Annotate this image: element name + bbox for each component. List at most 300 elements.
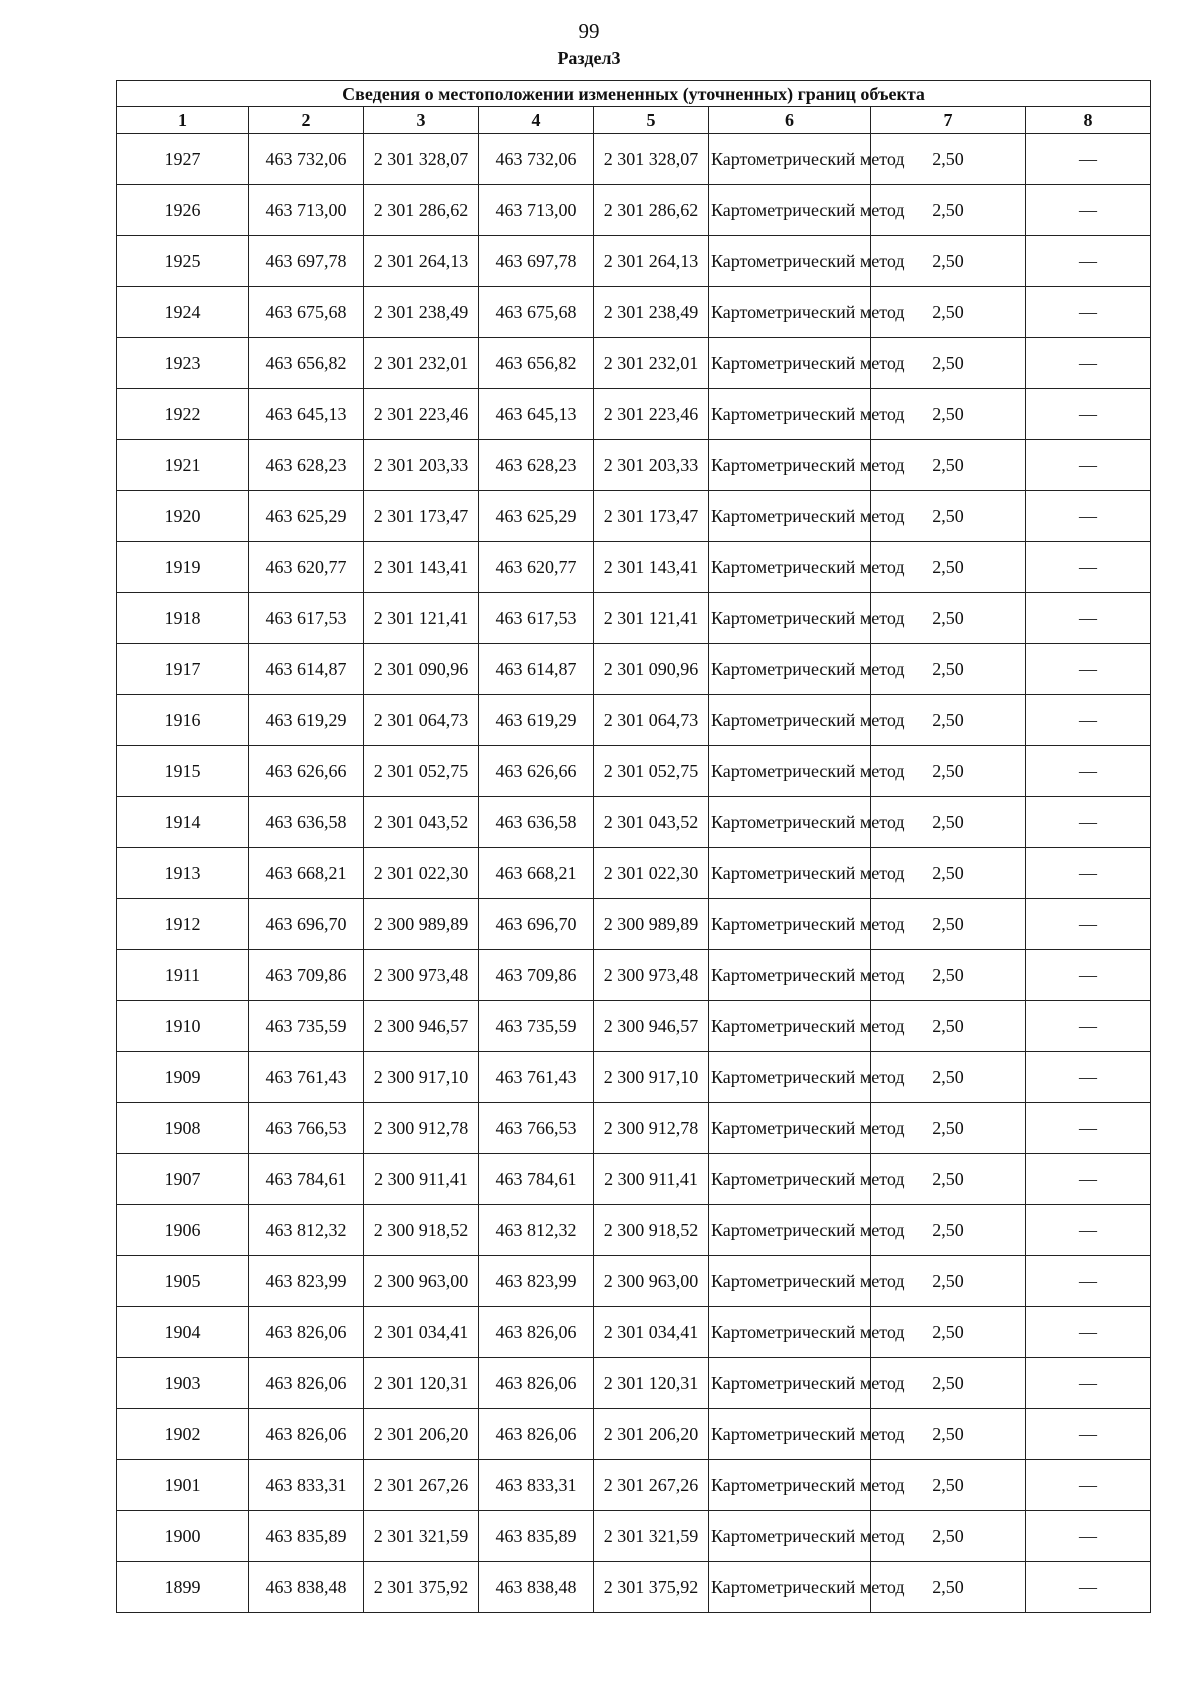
table-row: [117, 1409, 1151, 1460]
y-old-cell: 2 300 973,48: [364, 950, 479, 1001]
y-new-cell: 2 301 052,75: [594, 746, 709, 797]
x-new-cell: 463 812,32: [479, 1205, 594, 1256]
point-number-cell: 1903: [117, 1358, 249, 1409]
method-text: Картометрический метод: [711, 1372, 905, 1393]
description-cell: —: [1026, 1460, 1151, 1511]
point-number-cell: 1918: [117, 593, 249, 644]
x-old-cell: 463 697,78: [249, 236, 364, 287]
y-old-cell: 2 301 321,59: [364, 1511, 479, 1562]
column-number: 3: [364, 107, 479, 134]
accuracy-cell: 2,50: [871, 1052, 1026, 1103]
point-number-cell: 1922: [117, 389, 249, 440]
accuracy-cell: 2,50: [871, 1511, 1026, 1562]
accuracy-cell: 2,50: [871, 389, 1026, 440]
y-new-cell: 2 301 238,49: [594, 287, 709, 338]
x-new-cell: 463 619,29: [479, 695, 594, 746]
x-new-cell: 463 835,89: [479, 1511, 594, 1562]
x-new-cell: 463 766,53: [479, 1103, 594, 1154]
accuracy-cell: 2,50: [871, 1205, 1026, 1256]
y-old-cell: 2 301 267,26: [364, 1460, 479, 1511]
description-cell: —: [1026, 287, 1151, 338]
method-text: Картометрический метод: [711, 301, 905, 322]
table-row: [117, 848, 1151, 899]
table-row: [117, 185, 1151, 236]
method-cell: [709, 542, 905, 593]
y-new-cell: 2 300 911,41: [594, 1154, 709, 1205]
table-row: [117, 1511, 1151, 1562]
y-new-cell: 2 300 989,89: [594, 899, 709, 950]
point-number-cell: 1914: [117, 797, 249, 848]
point-number-cell: 1921: [117, 440, 249, 491]
method-text: Картометрический метод: [711, 454, 905, 475]
x-old-cell: 463 656,82: [249, 338, 364, 389]
x-old-cell: 463 766,53: [249, 1103, 364, 1154]
accuracy-cell: 2,50: [871, 899, 1026, 950]
method-text: Картометрический метод: [711, 862, 905, 883]
y-old-cell: 2 300 917,10: [364, 1052, 479, 1103]
y-old-cell: 2 300 912,78: [364, 1103, 479, 1154]
description-cell: —: [1026, 185, 1151, 236]
x-new-cell: 463 696,70: [479, 899, 594, 950]
accuracy-cell: 2,50: [871, 440, 1026, 491]
method-cell: [709, 593, 905, 644]
accuracy-cell: 2,50: [871, 1154, 1026, 1205]
x-new-cell: 463 614,87: [479, 644, 594, 695]
table-row: [117, 236, 1151, 287]
x-old-cell: 463 620,77: [249, 542, 364, 593]
table-row: [117, 1205, 1151, 1256]
point-number-cell: 1925: [117, 236, 249, 287]
y-new-cell: 2 301 043,52: [594, 797, 709, 848]
method-text: Картометрический метод: [711, 556, 905, 577]
description-cell: —: [1026, 1154, 1151, 1205]
method-cell: [709, 695, 905, 746]
method-text: Картометрический метод: [711, 1219, 905, 1240]
y-new-cell: 2 301 120,31: [594, 1358, 709, 1409]
y-new-cell: 2 301 206,20: [594, 1409, 709, 1460]
method-cell: [709, 1154, 905, 1205]
method-cell: [709, 185, 905, 236]
method-cell: [709, 389, 905, 440]
y-old-cell: 2 301 143,41: [364, 542, 479, 593]
y-old-cell: 2 301 121,41: [364, 593, 479, 644]
x-old-cell: 463 826,06: [249, 1358, 364, 1409]
method-text: Картометрический метод: [711, 1474, 905, 1495]
accuracy-cell: 2,50: [871, 593, 1026, 644]
table-row: [117, 1256, 1151, 1307]
y-old-cell: 2 301 022,30: [364, 848, 479, 899]
x-old-cell: 463 617,53: [249, 593, 364, 644]
x-new-cell: 463 628,23: [479, 440, 594, 491]
x-new-cell: 463 656,82: [479, 338, 594, 389]
method-cell: [709, 1103, 905, 1154]
x-old-cell: 463 732,06: [249, 134, 364, 185]
method-text: Картометрический метод: [711, 403, 905, 424]
y-old-cell: 2 301 173,47: [364, 491, 479, 542]
y-old-cell: 2 301 375,92: [364, 1562, 479, 1613]
table-body: [117, 134, 1151, 1613]
y-old-cell: 2 301 328,07: [364, 134, 479, 185]
table-row: [117, 134, 1151, 185]
x-new-cell: 463 833,31: [479, 1460, 594, 1511]
x-old-cell: 463 668,21: [249, 848, 364, 899]
y-old-cell: 2 301 064,73: [364, 695, 479, 746]
method-text: Картометрический метод: [711, 1117, 905, 1138]
x-new-cell: 463 626,66: [479, 746, 594, 797]
y-old-cell: 2 301 223,46: [364, 389, 479, 440]
table-row: [117, 1358, 1151, 1409]
y-new-cell: 2 301 143,41: [594, 542, 709, 593]
table-row: [117, 899, 1151, 950]
x-old-cell: 463 675,68: [249, 287, 364, 338]
accuracy-cell: 2,50: [871, 1001, 1026, 1052]
description-cell: —: [1026, 1409, 1151, 1460]
point-number-cell: 1920: [117, 491, 249, 542]
point-number-cell: 1917: [117, 644, 249, 695]
accuracy-cell: 2,50: [871, 695, 1026, 746]
description-cell: —: [1026, 1001, 1151, 1052]
method-text: Картометрический метод: [711, 250, 905, 271]
method-cell: [709, 1001, 905, 1052]
x-old-cell: 463 614,87: [249, 644, 364, 695]
description-cell: —: [1026, 1511, 1151, 1562]
y-old-cell: 2 300 963,00: [364, 1256, 479, 1307]
method-cell: [709, 1358, 905, 1409]
point-number-cell: 1924: [117, 287, 249, 338]
method-text: Картометрический метод: [711, 1321, 905, 1342]
x-old-cell: 463 826,06: [249, 1409, 364, 1460]
description-cell: —: [1026, 1205, 1151, 1256]
accuracy-cell: 2,50: [871, 797, 1026, 848]
x-old-cell: 463 761,43: [249, 1052, 364, 1103]
column-number: 2: [249, 107, 364, 134]
x-new-cell: 463 620,77: [479, 542, 594, 593]
method-text: Картометрический метод: [711, 1066, 905, 1087]
accuracy-cell: 2,50: [871, 1460, 1026, 1511]
description-cell: —: [1026, 848, 1151, 899]
accuracy-cell: 2,50: [871, 644, 1026, 695]
method-cell: [709, 899, 905, 950]
y-new-cell: 2 300 963,00: [594, 1256, 709, 1307]
accuracy-cell: 2,50: [871, 1358, 1026, 1409]
method-text: Картометрический метод: [711, 607, 905, 628]
method-cell: [709, 1205, 905, 1256]
method-text: Картометрический метод: [711, 352, 905, 373]
description-cell: —: [1026, 542, 1151, 593]
method-cell: [709, 746, 905, 797]
description-cell: —: [1026, 746, 1151, 797]
table-row: [117, 1307, 1151, 1358]
point-number-cell: 1902: [117, 1409, 249, 1460]
description-cell: —: [1026, 1562, 1151, 1613]
table-row: [117, 491, 1151, 542]
method-cell: [709, 491, 905, 542]
y-old-cell: 2 300 911,41: [364, 1154, 479, 1205]
table-row: [117, 1052, 1151, 1103]
y-old-cell: 2 301 203,33: [364, 440, 479, 491]
y-old-cell: 2 301 264,13: [364, 236, 479, 287]
method-cell: [709, 848, 905, 899]
method-cell: [709, 1052, 905, 1103]
description-cell: —: [1026, 950, 1151, 1001]
table-row: [117, 746, 1151, 797]
description-cell: —: [1026, 899, 1151, 950]
x-new-cell: 463 732,06: [479, 134, 594, 185]
method-text: Картометрический метод: [711, 658, 905, 679]
accuracy-cell: 2,50: [871, 1409, 1026, 1460]
description-cell: —: [1026, 1256, 1151, 1307]
table-row: [117, 593, 1151, 644]
x-old-cell: 463 645,13: [249, 389, 364, 440]
x-new-cell: 463 668,21: [479, 848, 594, 899]
accuracy-cell: 2,50: [871, 950, 1026, 1001]
y-new-cell: 2 301 203,33: [594, 440, 709, 491]
x-old-cell: 463 628,23: [249, 440, 364, 491]
table-row: [117, 338, 1151, 389]
y-new-cell: 2 300 917,10: [594, 1052, 709, 1103]
x-old-cell: 463 625,29: [249, 491, 364, 542]
point-number-cell: 1910: [117, 1001, 249, 1052]
method-cell: [709, 1562, 905, 1613]
y-old-cell: 2 301 232,01: [364, 338, 479, 389]
description-cell: —: [1026, 797, 1151, 848]
x-new-cell: 463 709,86: [479, 950, 594, 1001]
y-old-cell: 2 300 946,57: [364, 1001, 479, 1052]
y-old-cell: 2 301 034,41: [364, 1307, 479, 1358]
y-new-cell: 2 301 022,30: [594, 848, 709, 899]
column-number: 8: [1026, 107, 1151, 134]
x-new-cell: 463 761,43: [479, 1052, 594, 1103]
method-text: Картометрический метод: [711, 913, 905, 934]
y-new-cell: 2 301 034,41: [594, 1307, 709, 1358]
y-old-cell: 2 301 286,62: [364, 185, 479, 236]
method-cell: [709, 440, 905, 491]
method-text: Картометрический метод: [711, 1168, 905, 1189]
y-old-cell: 2 301 238,49: [364, 287, 479, 338]
method-text: Картометрический метод: [711, 1270, 905, 1291]
y-new-cell: 2 301 267,26: [594, 1460, 709, 1511]
accuracy-cell: 2,50: [871, 287, 1026, 338]
y-old-cell: 2 301 120,31: [364, 1358, 479, 1409]
method-cell: [709, 1256, 905, 1307]
y-new-cell: 2 301 121,41: [594, 593, 709, 644]
method-cell: [709, 134, 905, 185]
y-new-cell: 2 301 223,46: [594, 389, 709, 440]
accuracy-cell: 2,50: [871, 542, 1026, 593]
column-number-row: [117, 107, 1151, 134]
description-cell: —: [1026, 1052, 1151, 1103]
table-row: [117, 440, 1151, 491]
y-new-cell: 2 301 264,13: [594, 236, 709, 287]
point-number-cell: 1907: [117, 1154, 249, 1205]
y-new-cell: 2 300 912,78: [594, 1103, 709, 1154]
column-number: 7: [871, 107, 1026, 134]
accuracy-cell: 2,50: [871, 338, 1026, 389]
method-cell: [709, 236, 905, 287]
accuracy-cell: 2,50: [871, 185, 1026, 236]
x-old-cell: 463 713,00: [249, 185, 364, 236]
x-new-cell: 463 735,59: [479, 1001, 594, 1052]
column-number: 4: [479, 107, 594, 134]
x-old-cell: 463 812,32: [249, 1205, 364, 1256]
point-number-cell: 1911: [117, 950, 249, 1001]
description-cell: —: [1026, 338, 1151, 389]
method-cell: [709, 1460, 905, 1511]
column-number: 6: [709, 107, 871, 134]
method-cell: [709, 950, 905, 1001]
table-row: [117, 1103, 1151, 1154]
point-number-cell: 1916: [117, 695, 249, 746]
point-number-cell: 1926: [117, 185, 249, 236]
table-row: [117, 542, 1151, 593]
accuracy-cell: 2,50: [871, 746, 1026, 797]
description-cell: —: [1026, 389, 1151, 440]
accuracy-cell: 2,50: [871, 1307, 1026, 1358]
method-text: Картометрический метод: [711, 1576, 905, 1597]
x-old-cell: 463 626,66: [249, 746, 364, 797]
method-cell: [709, 1511, 905, 1562]
y-old-cell: 2 301 052,75: [364, 746, 479, 797]
column-number: 5: [594, 107, 709, 134]
point-number-cell: 1901: [117, 1460, 249, 1511]
table-row: [117, 1562, 1151, 1613]
description-cell: —: [1026, 491, 1151, 542]
method-cell: [709, 1307, 905, 1358]
x-new-cell: 463 625,29: [479, 491, 594, 542]
accuracy-cell: 2,50: [871, 848, 1026, 899]
description-cell: —: [1026, 593, 1151, 644]
accuracy-cell: 2,50: [871, 134, 1026, 185]
x-new-cell: 463 713,00: [479, 185, 594, 236]
y-new-cell: 2 301 090,96: [594, 644, 709, 695]
method-text: Картометрический метод: [711, 1525, 905, 1546]
method-text: Картометрический метод: [711, 148, 905, 169]
x-old-cell: 463 835,89: [249, 1511, 364, 1562]
x-new-cell: 463 826,06: [479, 1358, 594, 1409]
x-new-cell: 463 636,58: [479, 797, 594, 848]
table-caption: Сведения о местоположении измененных (уточненных) границ объекта: [117, 81, 1151, 107]
description-cell: —: [1026, 644, 1151, 695]
x-old-cell: 463 636,58: [249, 797, 364, 848]
method-text: Картометрический метод: [711, 1423, 905, 1444]
accuracy-cell: 2,50: [871, 491, 1026, 542]
accuracy-cell: 2,50: [871, 1256, 1026, 1307]
description-cell: —: [1026, 236, 1151, 287]
y-new-cell: 2 301 328,07: [594, 134, 709, 185]
x-old-cell: 463 823,99: [249, 1256, 364, 1307]
table-row: [117, 1001, 1151, 1052]
y-new-cell: 2 301 173,47: [594, 491, 709, 542]
method-text: Картометрический метод: [711, 505, 905, 526]
method-text: Картометрический метод: [711, 760, 905, 781]
y-old-cell: 2 301 090,96: [364, 644, 479, 695]
point-number-cell: 1915: [117, 746, 249, 797]
point-number-cell: 1904: [117, 1307, 249, 1358]
table-row: [117, 1154, 1151, 1205]
y-old-cell: 2 300 989,89: [364, 899, 479, 950]
column-number: 1: [117, 107, 249, 134]
point-number-cell: 1905: [117, 1256, 249, 1307]
x-new-cell: 463 838,48: [479, 1562, 594, 1613]
table-row: [117, 644, 1151, 695]
table-row: [117, 797, 1151, 848]
description-cell: —: [1026, 1307, 1151, 1358]
page-number: 99: [578, 19, 600, 43]
section-title: Раздел3: [557, 48, 621, 68]
y-new-cell: 2 301 232,01: [594, 338, 709, 389]
description-cell: —: [1026, 440, 1151, 491]
y-old-cell: 2 301 043,52: [364, 797, 479, 848]
x-new-cell: 463 617,53: [479, 593, 594, 644]
accuracy-cell: 2,50: [871, 236, 1026, 287]
method-text: Картометрический метод: [711, 964, 905, 985]
y-new-cell: 2 300 946,57: [594, 1001, 709, 1052]
x-old-cell: 463 784,61: [249, 1154, 364, 1205]
point-number-cell: 1913: [117, 848, 249, 899]
description-cell: —: [1026, 1103, 1151, 1154]
accuracy-cell: 2,50: [871, 1562, 1026, 1613]
x-old-cell: 463 826,06: [249, 1307, 364, 1358]
method-cell: [709, 287, 905, 338]
method-text: Картометрический метод: [711, 1015, 905, 1036]
y-new-cell: 2 300 918,52: [594, 1205, 709, 1256]
y-new-cell: 2 301 375,92: [594, 1562, 709, 1613]
method-cell: [709, 1409, 905, 1460]
x-new-cell: 463 645,13: [479, 389, 594, 440]
accuracy-cell: 2,50: [871, 1103, 1026, 1154]
x-new-cell: 463 823,99: [479, 1256, 594, 1307]
method-text: Картометрический метод: [711, 199, 905, 220]
point-number-cell: 1927: [117, 134, 249, 185]
description-cell: —: [1026, 1358, 1151, 1409]
x-old-cell: 463 619,29: [249, 695, 364, 746]
y-new-cell: 2 301 286,62: [594, 185, 709, 236]
x-new-cell: 463 826,06: [479, 1307, 594, 1358]
x-old-cell: 463 838,48: [249, 1562, 364, 1613]
point-number-cell: 1908: [117, 1103, 249, 1154]
x-old-cell: 463 709,86: [249, 950, 364, 1001]
y-new-cell: 2 301 321,59: [594, 1511, 709, 1562]
x-new-cell: 463 826,06: [479, 1409, 594, 1460]
x-new-cell: 463 675,68: [479, 287, 594, 338]
method-cell: [709, 644, 905, 695]
table-row: [117, 1460, 1151, 1511]
x-old-cell: 463 696,70: [249, 899, 364, 950]
point-number-cell: 1923: [117, 338, 249, 389]
x-new-cell: 463 697,78: [479, 236, 594, 287]
table-row: [117, 287, 1151, 338]
point-number-cell: 1900: [117, 1511, 249, 1562]
y-new-cell: 2 301 064,73: [594, 695, 709, 746]
point-number-cell: 1899: [117, 1562, 249, 1613]
table-row: [117, 695, 1151, 746]
description-cell: —: [1026, 695, 1151, 746]
point-number-cell: 1906: [117, 1205, 249, 1256]
y-old-cell: 2 301 206,20: [364, 1409, 479, 1460]
method-cell: [709, 338, 905, 389]
x-new-cell: 463 784,61: [479, 1154, 594, 1205]
x-old-cell: 463 735,59: [249, 1001, 364, 1052]
y-old-cell: 2 300 918,52: [364, 1205, 479, 1256]
y-new-cell: 2 300 973,48: [594, 950, 709, 1001]
method-text: Картометрический метод: [711, 811, 905, 832]
table-row: [117, 950, 1151, 1001]
point-number-cell: 1909: [117, 1052, 249, 1103]
description-cell: —: [1026, 134, 1151, 185]
method-cell: [709, 797, 905, 848]
x-old-cell: 463 833,31: [249, 1460, 364, 1511]
method-text: Картометрический метод: [711, 709, 905, 730]
